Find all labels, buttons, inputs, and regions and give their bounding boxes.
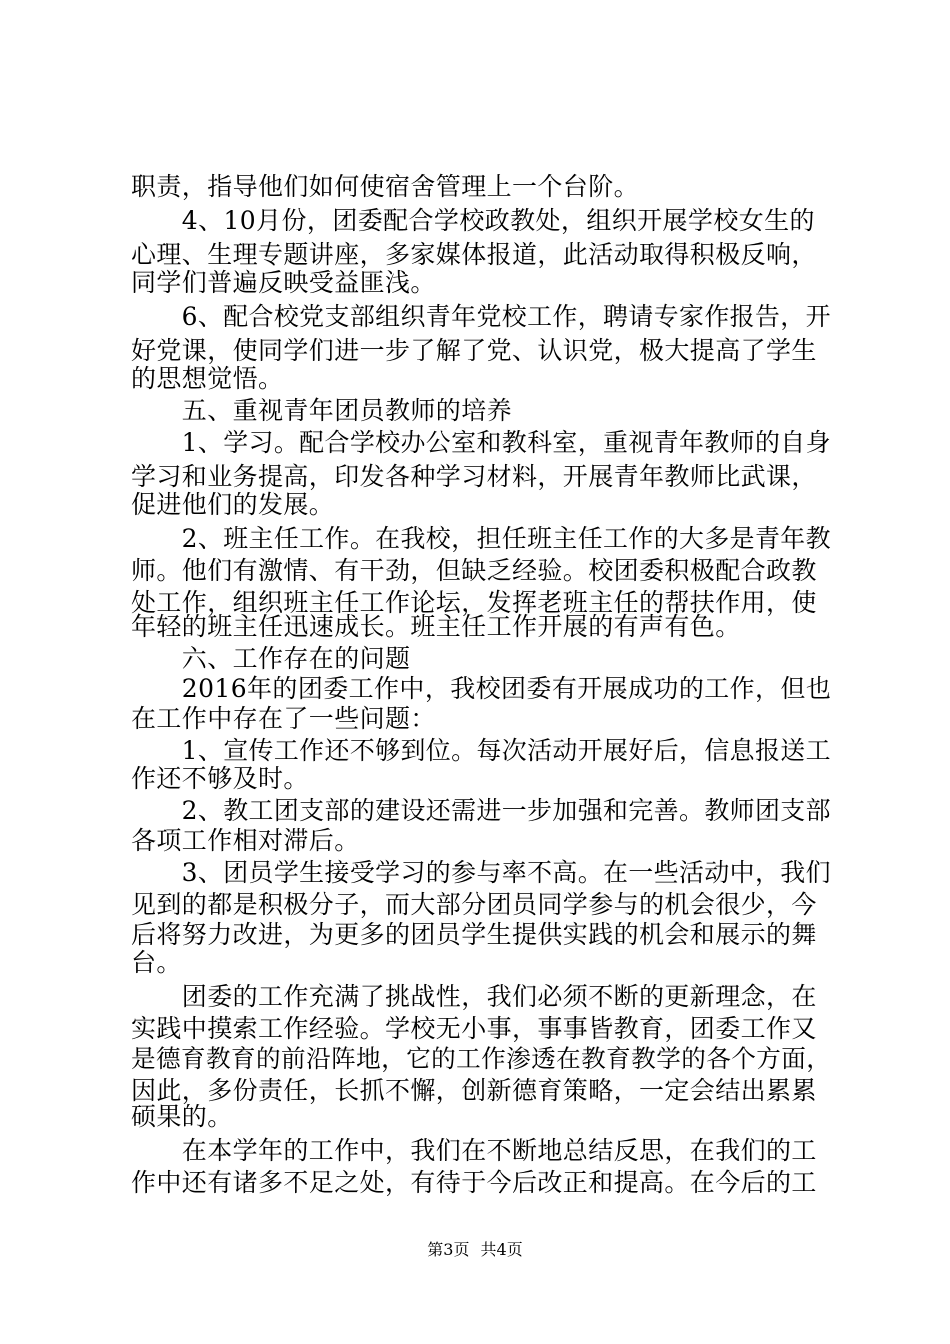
text-line-18: 在工作中存在了一些问题： bbox=[131, 704, 436, 733]
text-line-12: 2、班主任工作。在我校，担任班主任工作的大多是青年教 bbox=[131, 524, 831, 553]
text-line-19: 1、宣传工作还不够到位。每次活动开展好后，信息报送工 bbox=[131, 736, 831, 765]
text-line-6: 好党课，使同学们进一步了解了党、认识党，极大提高了学生 bbox=[131, 336, 817, 365]
text-line-1: 职责，指导他们如何使宿舍管理上一个台阶。 bbox=[131, 172, 640, 201]
text-line-10: 学习和业务提高，印发各种学习材料，开展青年教师比武课， bbox=[131, 462, 817, 491]
text-line-11: 促进他们的发展。 bbox=[131, 490, 335, 519]
text-line-17: 2016年的团委工作中，我校团委有开展成功的工作，但也 bbox=[131, 674, 832, 703]
text-line-3: 心理、生理专题讲座，多家媒体报道，此活动取得积极反响， bbox=[131, 240, 817, 269]
page-number: 第3页 bbox=[427, 1240, 470, 1259]
text-line-7: 的思想觉悟。 bbox=[131, 364, 284, 393]
text-line-13: 师。他们有激情、有干劲，但缺乏经验。校团委积极配合政教 bbox=[131, 556, 817, 585]
text-line-23: 3、团员学生接受学习的参与率不高。在一些活动中，我们 bbox=[131, 858, 831, 887]
text-line-2: 4、10月份，团委配合学校政教处，组织开展学校女生的 bbox=[131, 206, 815, 235]
text-line-25: 后将努力改进，为更多的团员学生提供实践的机会和展示的舞 bbox=[131, 920, 817, 949]
text-line-29: 是德育教育的前沿阵地，它的工作渗透在教育教学的各个方面， bbox=[131, 1044, 832, 1073]
page-total: 共4页 bbox=[480, 1240, 523, 1259]
text-line-5: 6、配合校党支部组织青年党校工作，聘请专家作报告，开 bbox=[131, 302, 831, 331]
text-line-31: 硕果的。 bbox=[131, 1102, 233, 1131]
text-line-26: 台。 bbox=[131, 948, 182, 977]
text-line-16: 六、工作存在的问题 bbox=[131, 644, 411, 673]
text-line-28: 实践中摸索工作经验。学校无小事，事事皆教育，团委工作又 bbox=[131, 1014, 817, 1043]
text-line-30: 因此，多份责任，长抓不懈，创新德育策略，一定会结出累累 bbox=[131, 1076, 817, 1105]
text-line-14: 处工作，组织班主任工作论坛，发挥老班主任的帮扶作用，使 bbox=[131, 588, 817, 617]
text-line-8: 五、重视青年团员教师的培养 bbox=[131, 396, 513, 425]
text-line-24: 见到的都是积极分子，而大部分团员同学参与的机会很少，今 bbox=[131, 890, 817, 919]
text-line-20: 作还不够及时。 bbox=[131, 764, 309, 793]
text-line-33: 作中还有诸多不足之处，有待于今后改正和提高。在今后的工 bbox=[131, 1168, 817, 1197]
text-line-4: 同学们普遍反映受益匪浅。 bbox=[131, 268, 436, 297]
text-line-22: 各项工作相对滞后。 bbox=[131, 826, 360, 855]
page-footer bbox=[0, 1240, 950, 1260]
text-line-21: 2、教工团支部的建设还需进一步加强和完善。教师团支部 bbox=[131, 796, 831, 825]
text-line-9: 1、学习。配合学校办公室和教科室，重视青年教师的自身 bbox=[131, 428, 831, 457]
text-line-15: 年轻的班主任迅速成长。班主任工作开展的有声有色。 bbox=[131, 612, 741, 641]
text-line-32: 在本学年的工作中，我们在不断地总结反思，在我们的工 bbox=[131, 1136, 817, 1165]
text-line-27: 团委的工作充满了挑战性，我们必须不断的更新理念，在 bbox=[131, 982, 817, 1011]
